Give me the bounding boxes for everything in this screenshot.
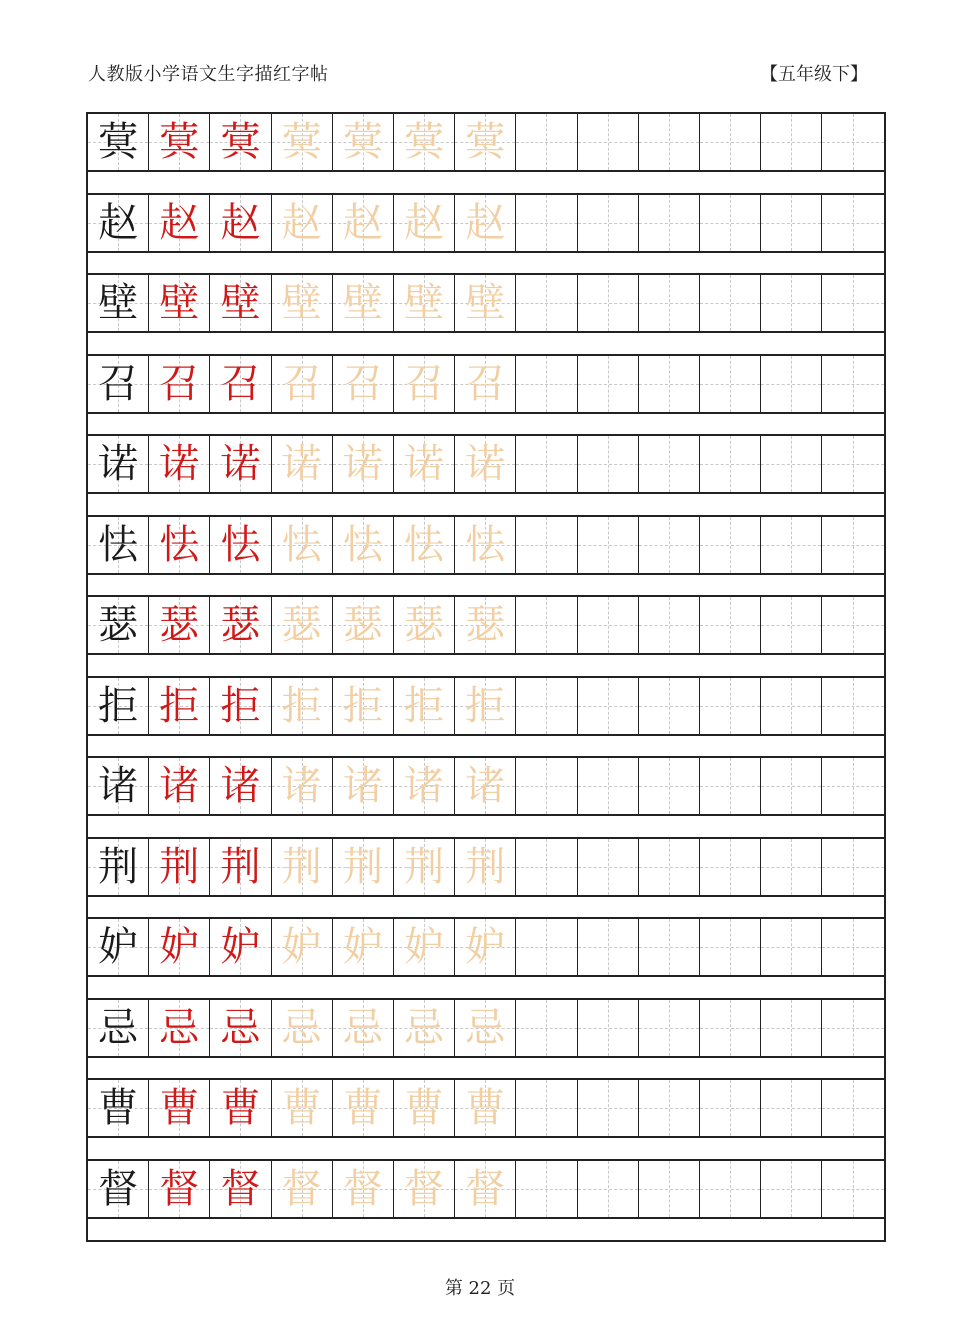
blank-writing-cell (700, 919, 761, 975)
blank-writing-cell (639, 517, 700, 573)
practice-row (88, 515, 884, 575)
tracing-cell (210, 1161, 271, 1217)
red-example-character: 召 (159, 360, 200, 407)
model-character: 曹 (98, 1085, 139, 1131)
red-example-character: 赵 (159, 199, 200, 246)
tracing-cell (394, 1161, 455, 1217)
trace-character: 瑟 (281, 602, 322, 648)
tracing-cell (394, 758, 455, 814)
blank-writing-cell (516, 839, 577, 895)
tracing-cell (210, 919, 271, 975)
blank-writing-cell (516, 1000, 577, 1056)
red-example-character: 赵 (220, 199, 261, 246)
blank-writing-cell (700, 678, 761, 734)
tracing-cell (149, 919, 210, 975)
blank-writing-cell (516, 436, 577, 492)
model-character: 赵 (98, 199, 139, 246)
trace-character: 妒 (342, 924, 383, 970)
red-example-character: 壁 (220, 280, 261, 326)
blank-writing-cell (700, 1080, 761, 1136)
trace-character: 拒 (465, 682, 506, 729)
tracing-cell (394, 356, 455, 412)
trace-character: 蓂 (342, 119, 383, 165)
red-example-character: 荆 (220, 843, 261, 890)
blank-writing-cell (761, 1161, 822, 1217)
blank-writing-cell (639, 1161, 700, 1217)
blank-writing-cell (639, 195, 700, 251)
blank-writing-cell (516, 1080, 577, 1136)
trace-character: 壁 (404, 280, 445, 326)
blank-writing-cell (578, 919, 639, 975)
tracing-cell (333, 678, 394, 734)
blank-writing-cell (578, 275, 639, 331)
tracing-cell (333, 1080, 394, 1136)
red-example-character: 诺 (220, 441, 261, 487)
trace-character: 召 (404, 360, 445, 407)
blank-writing-cell (639, 436, 700, 492)
trace-character: 蓂 (281, 119, 322, 165)
tracing-cell (210, 678, 271, 734)
blank-writing-cell (516, 275, 577, 331)
blank-writing-cell (822, 114, 884, 170)
blank-writing-cell (700, 436, 761, 492)
tracing-cell (333, 1000, 394, 1056)
practice-row (88, 998, 884, 1058)
trace-character: 荆 (404, 843, 445, 890)
tracing-cell (272, 919, 333, 975)
tracing-cell (149, 436, 210, 492)
practice-row (88, 917, 884, 977)
tracing-cell (149, 678, 210, 734)
practice-row (88, 1159, 884, 1219)
trace-character: 召 (465, 360, 506, 407)
blank-writing-cell (822, 597, 884, 653)
blank-writing-cell (700, 517, 761, 573)
model-cell (88, 517, 149, 573)
blank-writing-cell (578, 114, 639, 170)
blank-writing-cell (761, 1080, 822, 1136)
red-example-character: 拒 (220, 682, 261, 729)
blank-writing-cell (761, 678, 822, 734)
grade-label: 【五年级下】 (760, 64, 868, 85)
trace-character: 赵 (404, 199, 445, 246)
blank-writing-cell (578, 839, 639, 895)
practice-row (88, 595, 884, 655)
tracing-cell (272, 678, 333, 734)
tracing-cell (272, 436, 333, 492)
tracing-cell (455, 356, 516, 412)
blank-writing-cell (578, 436, 639, 492)
trace-character: 忌 (342, 1004, 383, 1051)
tracing-cell (455, 758, 516, 814)
red-example-character: 妒 (159, 924, 200, 970)
red-example-character: 诸 (220, 763, 261, 809)
blank-writing-cell (516, 1161, 577, 1217)
tracing-cell (394, 839, 455, 895)
tracing-cell (149, 758, 210, 814)
trace-character: 曹 (342, 1085, 383, 1131)
tracing-cell (455, 195, 516, 251)
model-cell (88, 1000, 149, 1056)
blank-writing-cell (822, 839, 884, 895)
blank-writing-cell (700, 758, 761, 814)
tracing-cell (149, 195, 210, 251)
tracing-cell (149, 1161, 210, 1217)
tracing-cell (272, 839, 333, 895)
trace-character: 曹 (281, 1085, 322, 1131)
blank-writing-cell (761, 597, 822, 653)
tracing-cell (333, 114, 394, 170)
model-character: 壁 (98, 280, 139, 326)
practice-row (88, 193, 884, 253)
model-character: 怯 (98, 521, 139, 568)
blank-writing-cell (516, 919, 577, 975)
red-example-character: 蓂 (159, 119, 200, 165)
blank-writing-cell (700, 597, 761, 653)
model-cell (88, 436, 149, 492)
blank-writing-cell (761, 114, 822, 170)
red-example-character: 荆 (159, 843, 200, 890)
blank-writing-cell (639, 275, 700, 331)
tracing-cell (210, 839, 271, 895)
tracing-cell (210, 517, 271, 573)
tracing-cell (333, 758, 394, 814)
blank-writing-cell (822, 1161, 884, 1217)
model-character: 召 (98, 360, 139, 407)
tracing-cell (333, 275, 394, 331)
tracing-cell (394, 597, 455, 653)
tracing-cell (210, 195, 271, 251)
blank-writing-cell (516, 678, 577, 734)
trace-character: 诺 (281, 441, 322, 487)
tracing-cell (394, 114, 455, 170)
model-cell (88, 919, 149, 975)
red-example-character: 瑟 (159, 602, 200, 648)
red-example-character: 怯 (220, 521, 261, 568)
blank-writing-cell (761, 839, 822, 895)
tracing-cell (272, 114, 333, 170)
trace-character: 诺 (404, 441, 445, 487)
trace-character: 召 (342, 360, 383, 407)
trace-character: 诺 (342, 441, 383, 487)
tracing-cell (455, 1000, 516, 1056)
trace-character: 拒 (281, 682, 322, 729)
trace-character: 妒 (465, 924, 506, 970)
tracing-cell (333, 919, 394, 975)
trace-character: 诸 (404, 763, 445, 809)
blank-writing-cell (578, 517, 639, 573)
red-example-character: 诸 (159, 763, 200, 809)
trace-character: 荆 (281, 843, 322, 890)
trace-character: 忌 (281, 1004, 322, 1051)
trace-character: 怯 (465, 521, 506, 568)
blank-writing-cell (639, 597, 700, 653)
tracing-cell (210, 114, 271, 170)
model-cell (88, 275, 149, 331)
trace-character: 曹 (404, 1085, 445, 1131)
tracing-cell (394, 919, 455, 975)
blank-writing-cell (639, 919, 700, 975)
tracing-cell (455, 1161, 516, 1217)
tracing-cell (333, 1161, 394, 1217)
tracing-cell (272, 758, 333, 814)
tracing-cell (455, 839, 516, 895)
blank-writing-cell (822, 758, 884, 814)
model-cell (88, 678, 149, 734)
tracing-cell (272, 1080, 333, 1136)
trace-character: 怯 (281, 521, 322, 568)
trace-character: 瑟 (342, 602, 383, 648)
blank-writing-cell (761, 356, 822, 412)
blank-writing-cell (639, 678, 700, 734)
tracing-cell (455, 436, 516, 492)
trace-character: 曹 (465, 1085, 506, 1131)
blank-writing-cell (822, 1080, 884, 1136)
blank-writing-cell (516, 597, 577, 653)
trace-character: 诺 (465, 441, 506, 487)
tracing-cell (333, 839, 394, 895)
tracing-cell (210, 1000, 271, 1056)
model-cell (88, 1161, 149, 1217)
tracing-cell (272, 517, 333, 573)
tracing-cell (455, 275, 516, 331)
model-cell (88, 1080, 149, 1136)
tracing-cell (394, 275, 455, 331)
blank-writing-cell (761, 275, 822, 331)
blank-writing-cell (516, 114, 577, 170)
tracing-cell (455, 1080, 516, 1136)
model-cell (88, 758, 149, 814)
tracing-cell (149, 275, 210, 331)
blank-writing-cell (639, 356, 700, 412)
trace-character: 督 (404, 1165, 445, 1212)
tracing-cell (210, 597, 271, 653)
tracing-cell (455, 597, 516, 653)
blank-writing-cell (761, 195, 822, 251)
trace-character: 赵 (281, 199, 322, 246)
trace-character: 忌 (404, 1004, 445, 1051)
trace-character: 壁 (465, 280, 506, 326)
blank-writing-cell (578, 356, 639, 412)
red-example-character: 怯 (159, 521, 200, 568)
practice-row (88, 676, 884, 736)
trace-character: 荆 (342, 843, 383, 890)
red-example-character: 曹 (220, 1085, 261, 1131)
tracing-cell (394, 1000, 455, 1056)
blank-writing-cell (822, 517, 884, 573)
trace-character: 壁 (281, 280, 322, 326)
model-character: 荆 (98, 843, 139, 890)
model-cell (88, 114, 149, 170)
model-cell (88, 597, 149, 653)
blank-writing-cell (516, 195, 577, 251)
trace-character: 诸 (342, 763, 383, 809)
trace-character: 督 (281, 1165, 322, 1212)
blank-writing-cell (822, 275, 884, 331)
blank-writing-cell (822, 436, 884, 492)
tracing-cell (272, 1000, 333, 1056)
model-character: 瑟 (98, 602, 139, 648)
model-character: 忌 (98, 1004, 139, 1051)
model-cell (88, 356, 149, 412)
blank-writing-cell (761, 1000, 822, 1056)
blank-writing-cell (639, 758, 700, 814)
practice-row (88, 434, 884, 494)
blank-writing-cell (761, 919, 822, 975)
tracing-cell (149, 356, 210, 412)
tracing-cell (333, 436, 394, 492)
trace-character: 怯 (342, 521, 383, 568)
blank-writing-cell (578, 195, 639, 251)
blank-writing-cell (578, 758, 639, 814)
tracing-cell (394, 436, 455, 492)
trace-character: 瑟 (465, 602, 506, 648)
tracing-cell (333, 517, 394, 573)
blank-writing-cell (578, 1080, 639, 1136)
tracing-cell (149, 517, 210, 573)
trace-character: 督 (465, 1165, 506, 1212)
blank-writing-cell (700, 114, 761, 170)
red-example-character: 曹 (159, 1085, 200, 1131)
blank-writing-cell (822, 1000, 884, 1056)
blank-writing-cell (639, 839, 700, 895)
blank-writing-cell (516, 517, 577, 573)
blank-writing-cell (516, 758, 577, 814)
trace-character: 赵 (342, 199, 383, 246)
model-cell (88, 195, 149, 251)
tracing-cell (210, 275, 271, 331)
trace-character: 拒 (342, 682, 383, 729)
trace-character: 怯 (404, 521, 445, 568)
trace-character: 瑟 (404, 602, 445, 648)
trace-character: 忌 (465, 1004, 506, 1051)
tracing-cell (333, 356, 394, 412)
model-cell (88, 839, 149, 895)
tracing-cell (272, 195, 333, 251)
red-example-character: 瑟 (220, 602, 261, 648)
tracing-cell (210, 356, 271, 412)
red-example-character: 督 (220, 1165, 261, 1212)
tracing-cell (333, 597, 394, 653)
trace-character: 拒 (404, 682, 445, 729)
blank-writing-cell (700, 839, 761, 895)
blank-writing-cell (516, 356, 577, 412)
tracing-cell (394, 195, 455, 251)
page-number: 第 22 页 (444, 1278, 516, 1299)
tracing-cell (394, 678, 455, 734)
blank-writing-cell (822, 678, 884, 734)
tracing-cell (333, 195, 394, 251)
practice-grid (86, 112, 886, 1242)
tracing-cell (272, 597, 333, 653)
tracing-cell (455, 517, 516, 573)
blank-writing-cell (761, 436, 822, 492)
trace-character: 诸 (281, 763, 322, 809)
red-example-character: 忌 (159, 1004, 200, 1051)
trace-character: 赵 (465, 199, 506, 246)
tracing-cell (210, 758, 271, 814)
blank-writing-cell (639, 1000, 700, 1056)
tracing-cell (210, 436, 271, 492)
tracing-cell (272, 356, 333, 412)
model-character: 蓂 (98, 119, 139, 165)
trace-character: 荆 (465, 843, 506, 890)
tracing-cell (149, 839, 210, 895)
blank-writing-cell (822, 356, 884, 412)
red-example-character: 壁 (159, 280, 200, 326)
red-example-character: 督 (159, 1165, 200, 1212)
model-character: 拒 (98, 682, 139, 729)
tracing-cell (149, 1080, 210, 1136)
red-example-character: 忌 (220, 1004, 261, 1051)
red-example-character: 蓂 (220, 119, 261, 165)
blank-writing-cell (822, 195, 884, 251)
red-example-character: 妒 (220, 924, 261, 970)
practice-row (88, 354, 884, 414)
practice-row (88, 1078, 884, 1138)
practice-row (88, 273, 884, 333)
trace-character: 壁 (342, 280, 383, 326)
trace-character: 蓂 (404, 119, 445, 165)
trace-character: 蓂 (465, 119, 506, 165)
blank-writing-cell (578, 597, 639, 653)
tracing-cell (149, 114, 210, 170)
tracing-cell (272, 275, 333, 331)
blank-writing-cell (639, 114, 700, 170)
blank-writing-cell (700, 1000, 761, 1056)
model-character: 妒 (98, 924, 139, 970)
red-example-character: 召 (220, 360, 261, 407)
model-character: 诸 (98, 763, 139, 809)
tracing-cell (210, 1080, 271, 1136)
blank-writing-cell (578, 678, 639, 734)
practice-row (88, 112, 884, 172)
blank-writing-cell (761, 758, 822, 814)
tracing-cell (149, 1000, 210, 1056)
tracing-cell (394, 517, 455, 573)
blank-writing-cell (822, 919, 884, 975)
trace-character: 诸 (465, 763, 506, 809)
practice-row (88, 756, 884, 816)
trace-character: 妒 (404, 924, 445, 970)
model-character: 诺 (98, 441, 139, 487)
tracing-cell (394, 1080, 455, 1136)
red-example-character: 拒 (159, 682, 200, 729)
model-character: 督 (98, 1165, 139, 1212)
blank-writing-cell (700, 356, 761, 412)
tracing-cell (455, 919, 516, 975)
trace-character: 召 (281, 360, 322, 407)
tracing-cell (455, 678, 516, 734)
practice-row (88, 837, 884, 897)
tracing-cell (149, 597, 210, 653)
red-example-character: 诺 (159, 441, 200, 487)
blank-writing-cell (639, 1080, 700, 1136)
blank-writing-cell (578, 1161, 639, 1217)
blank-writing-cell (700, 275, 761, 331)
tracing-cell (455, 114, 516, 170)
trace-character: 妒 (281, 924, 322, 970)
blank-writing-cell (578, 1000, 639, 1056)
blank-writing-cell (700, 195, 761, 251)
blank-writing-cell (700, 1161, 761, 1217)
tracing-cell (272, 1161, 333, 1217)
blank-writing-cell (761, 517, 822, 573)
worksheet-title: 人教版小学语文生字描红字帖 (88, 64, 329, 85)
trace-character: 督 (342, 1165, 383, 1212)
